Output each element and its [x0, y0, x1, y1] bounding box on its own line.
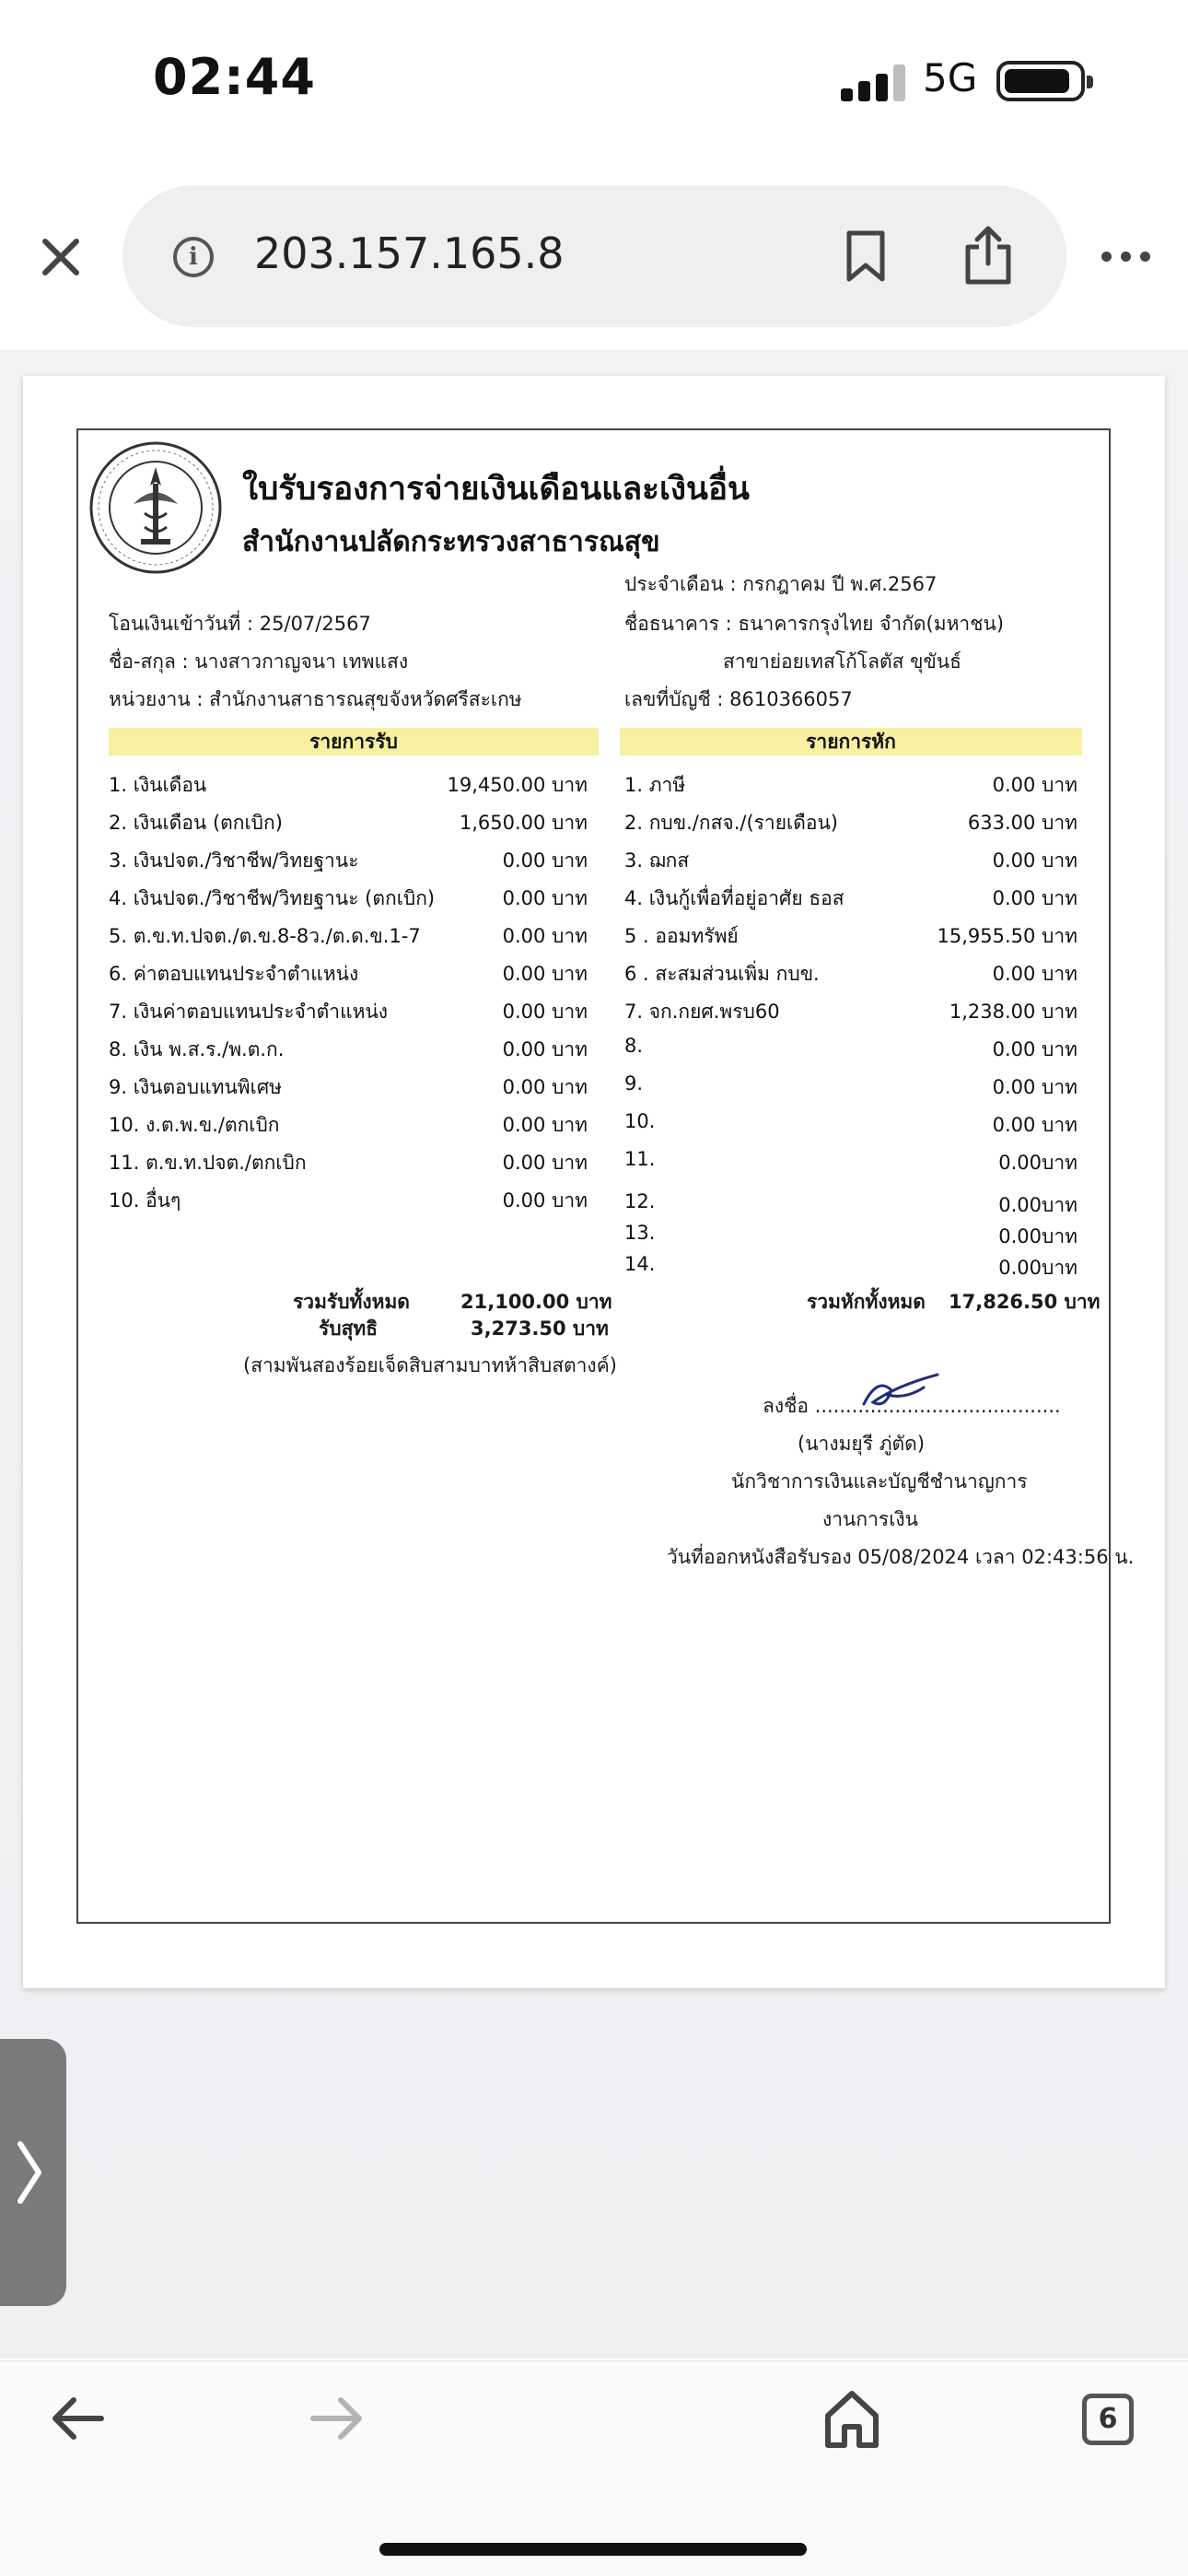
income-amount: 0.00 บาท [502, 925, 588, 947]
deduction-label: 2. กบข./กสจ./(รายเดือน) [624, 812, 838, 834]
deduction-row [624, 884, 1077, 911]
net-pay-label: รับสุทธิ [319, 1317, 379, 1340]
income-label: 3. เงินปจต./วิชาชีพ/วิทยฐานะ [109, 849, 359, 872]
deduction-header: รายการหัก [620, 728, 1082, 755]
deduction-label: 1. ภาษี [624, 774, 686, 796]
deduction-label: 4. เงินกู้เพื่อที่อยู่อาศัย ธอส [624, 887, 844, 909]
income-label: 5. ต.ข.ท.ปจต./ต.ข.8-8ว./ต.ด.ข.1-7 [109, 925, 421, 947]
deduction-amount: 0.00 บาท [992, 887, 1077, 909]
tabs-icon[interactable]: 6 [1082, 2394, 1134, 2445]
income-amount: 0.00 บาท [502, 1152, 588, 1174]
network-type: 5G [923, 55, 978, 100]
income-row [109, 997, 588, 1025]
url-text[interactable]: 203.157.165.8 [254, 228, 565, 278]
income-row [109, 921, 588, 949]
home-indicator [379, 2543, 807, 2556]
deduction-row [624, 1110, 1077, 1138]
info-icon[interactable]: i [173, 237, 214, 277]
deduction-amount: 0.00บาท [998, 1225, 1077, 1247]
deduction-label: 14. [624, 1253, 656, 1275]
share-icon[interactable] [962, 225, 1014, 286]
income-row [109, 1035, 588, 1062]
income-label: 11. ต.ข.ท.ปจต./ตกเบิก [109, 1152, 307, 1174]
deduction-row [624, 1190, 1077, 1218]
income-label: 4. เงินปจต./วิชาชีพ/วิทยฐานะ (ตกเบิก) [109, 887, 436, 909]
deduction-amount: 0.00บาท [998, 1194, 1077, 1216]
deduction-amount: 0.00 บาท [992, 1038, 1077, 1060]
income-label: 10. ง.ต.พ.ข./ตกเบิก [109, 1114, 280, 1136]
document-organization: สำนักงานปลัดกระทรวงสาธารณสุข [242, 526, 660, 558]
deduction-amount: 0.00 บาท [992, 774, 1077, 796]
bookmark-icon[interactable] [845, 230, 886, 282]
income-label: 9. เงินตอบแทนพิเศษ [109, 1076, 283, 1098]
cellular-signal-icon [841, 64, 905, 101]
deduction-label: 11. [624, 1148, 656, 1170]
signature-image [859, 1367, 942, 1413]
deduction-label: 6 . สะสมส่วนเพิ่ม กบข. [624, 963, 820, 985]
deduction-amount: 0.00 บาท [992, 1076, 1077, 1098]
total-deduction-label: รวมหักทั้งหมด [807, 1291, 926, 1313]
more-options-icon[interactable] [1101, 247, 1151, 265]
income-row [109, 884, 588, 911]
income-amount: 0.00 บาท [502, 1076, 588, 1098]
deduction-label: 12. [624, 1190, 656, 1212]
deduction-amount: 15,955.50 บาท [937, 925, 1077, 947]
deduction-amount: 0.00บาท [998, 1257, 1077, 1279]
deduction-label: 7. จก.กยศ.พรบ60 [624, 1001, 780, 1023]
deduction-label: 3. ฌกส [624, 849, 690, 872]
income-amount: 0.00 บาท [502, 887, 588, 909]
income-label: 6. ค่าตอบแทนประจำตำแหน่ง [109, 963, 359, 985]
battery-icon [996, 61, 1085, 101]
deduction-row [624, 1222, 1077, 1249]
deduction-row [624, 921, 1077, 949]
income-row [109, 846, 588, 873]
back-arrow-icon[interactable] [50, 2395, 105, 2441]
total-income-label: รวมรับทั้งหมด [293, 1291, 410, 1313]
income-amount: 0.00 บาท [502, 1038, 588, 1060]
work-unit: หน่วยงาน : สำนักงานสาธารณสุขจังหวัดศรีสะเกษ [109, 688, 522, 710]
chevron-right-icon [13, 2140, 46, 2205]
deduction-row [624, 846, 1077, 873]
income-label: 1. เงินเดือน [109, 774, 207, 796]
income-row [109, 1148, 588, 1176]
income-label: 8. เงิน พ.ส.ร./พ.ต.ก. [109, 1038, 285, 1060]
home-icon[interactable] [822, 2388, 881, 2449]
deduction-amount: 633.00 บาท [967, 812, 1077, 834]
signature-line: ลงชื่อ ........................................ [763, 1395, 1061, 1417]
income-label: 2. เงินเดือน (ตกเบิก) [109, 812, 283, 834]
income-row [109, 1072, 588, 1100]
close-icon[interactable] [33, 230, 87, 284]
bank-branch: สาขาย่อยเทสโก้โลตัส ขุขันธ์ [723, 650, 961, 673]
deduction-amount: 1,238.00 บาท [949, 1001, 1077, 1023]
forward-arrow-icon[interactable] [309, 2395, 365, 2441]
income-amount: 1,650.00 บาท [459, 812, 588, 834]
deduction-label: 13. [624, 1222, 656, 1244]
income-row [109, 959, 588, 987]
deduction-row [624, 808, 1077, 836]
income-row [109, 770, 588, 798]
status-time: 02:44 [153, 48, 316, 106]
deduction-row [624, 1072, 1077, 1100]
income-amount: 0.00 บาท [502, 849, 588, 872]
deduction-amount: 0.00 บาท [992, 1114, 1077, 1136]
signer-name: (นางมยุรี ภู่ตัด) [798, 1433, 926, 1455]
account-number: เลขที่บัญชี : 8610366057 [624, 688, 853, 710]
deduction-amount: 0.00บาท [998, 1152, 1077, 1174]
income-row [109, 1110, 588, 1138]
income-row [109, 808, 588, 836]
total-income-value: 21,100.00 บาท [460, 1291, 612, 1313]
employee-name: ชื่อ-สกุล : นางสาวกาญจนา เทพแสง [109, 650, 409, 673]
deduction-label: 5 . ออมทรัพย์ [624, 925, 739, 947]
deduction-row [624, 770, 1077, 798]
pay-period: ประจำเดือน : กรกฎาคม ปี พ.ศ.2567 [624, 573, 938, 595]
deduction-row [624, 959, 1077, 987]
bank-name: ชื่อธนาคาร : ธนาคารกรุงไทย จำกัด(มหาชน) [624, 613, 1005, 635]
income-label: 7. เงินค่าตอบแทนประจำตำแหน่ง [109, 1001, 389, 1023]
deduction-amount: 0.00 บาท [992, 849, 1077, 872]
net-pay-value: 3,273.50 บาท [471, 1317, 609, 1340]
signer-department: งานการเงิน [822, 1508, 918, 1530]
ministry-seal-logo [87, 439, 224, 576]
income-amount: 0.00 บาท [502, 1114, 588, 1136]
total-deduction-value: 17,826.50 บาท [949, 1291, 1101, 1313]
deduction-amount: 0.00 บาท [992, 963, 1077, 985]
deduction-row [624, 1148, 1077, 1176]
issued-date: วันที่ออกหนังสือรับรอง 05/08/2024 เวลา 02:43:56 น. [667, 1546, 1135, 1568]
signer-title: นักวิชาการเงินและบัญชีชำนาญการ [731, 1470, 1028, 1493]
income-header: รายการรับ [109, 728, 599, 755]
income-amount: 19,450.00 บาท [447, 774, 588, 796]
document-title: ใบรับรองการจ่ายเงินเดือนและเงินอื่น [242, 471, 750, 508]
deduction-label: 10. [624, 1110, 656, 1132]
income-amount: 0.00 บาท [502, 963, 588, 985]
deduction-row [624, 997, 1077, 1025]
income-label: 10. อื่นๆ [109, 1189, 181, 1212]
deduction-label: 8. [624, 1035, 644, 1057]
net-pay-words: (สามพันสองร้อยเจ็ดสิบสามบาทห้าสิบสตางค์) [243, 1354, 617, 1376]
deduction-row [624, 1253, 1077, 1281]
deduction-label: 9. [624, 1072, 644, 1095]
income-amount: 0.00 บาท [502, 1189, 588, 1212]
side-panel-handle[interactable] [0, 2039, 66, 2306]
income-amount: 0.00 บาท [502, 1001, 588, 1023]
transfer-date: โอนเงินเข้าวันที่ : 25/07/2567 [109, 613, 371, 635]
deduction-row [624, 1035, 1077, 1062]
income-row [109, 1186, 588, 1213]
